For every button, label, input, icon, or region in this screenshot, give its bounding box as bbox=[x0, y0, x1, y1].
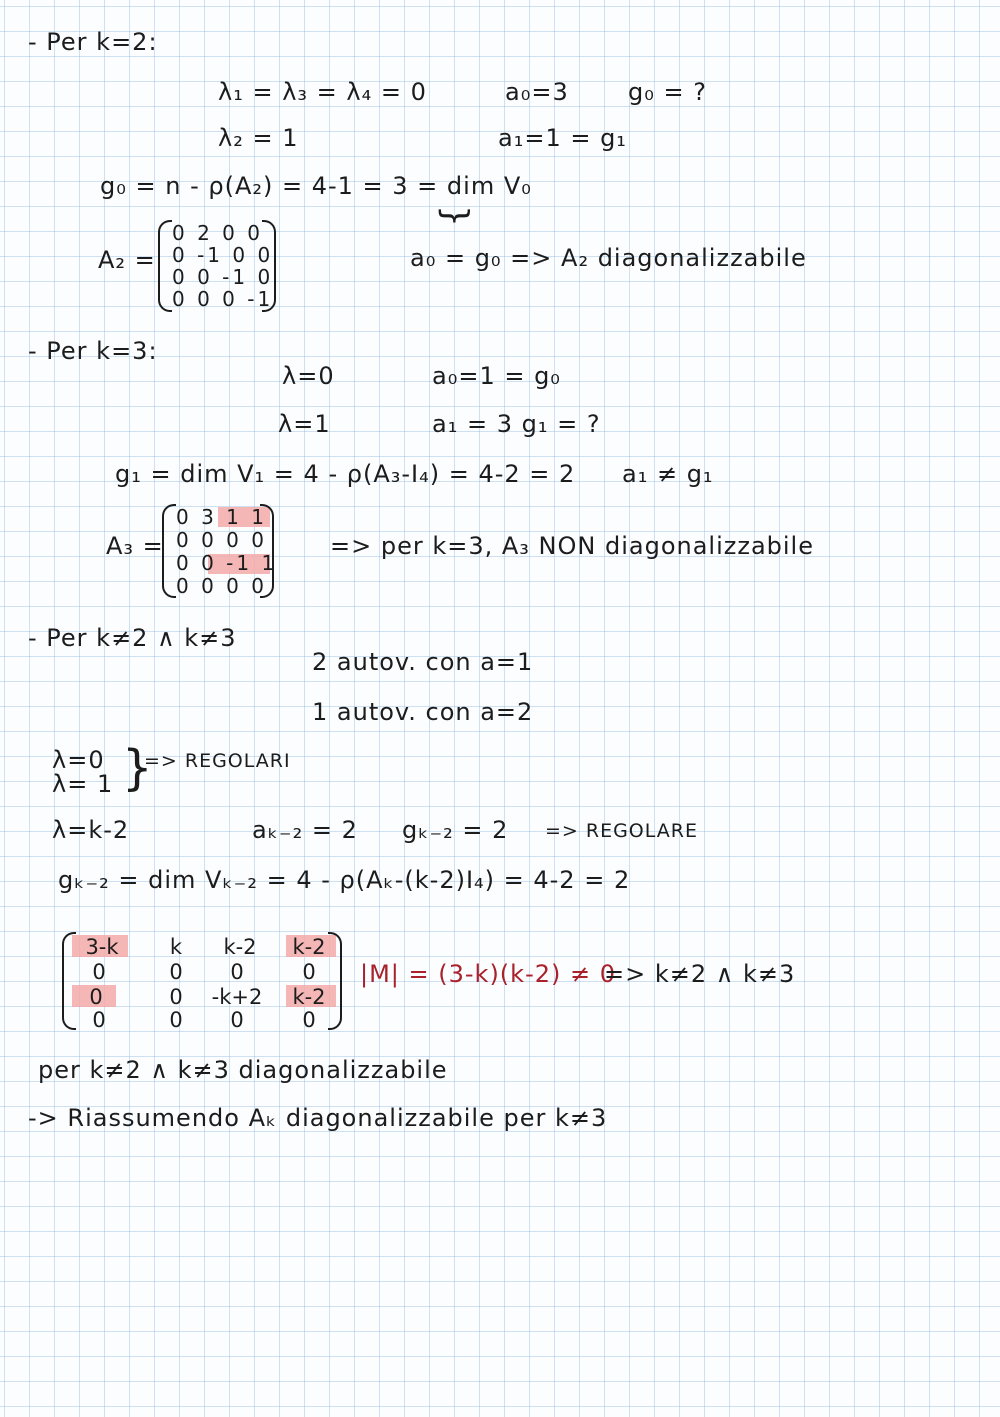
conclusion-general: per k≠2 ∧ k≠3 diagonalizzabile bbox=[38, 1056, 448, 1084]
a1-neq-g1: a₁ ≠ g₁ bbox=[622, 460, 714, 488]
geometric-mult-k-minus-2: gₖ₋₂ = 2 bbox=[402, 816, 509, 844]
matrix-cell: k-2 bbox=[223, 935, 257, 959]
eigenvalue-one-k3: λ=1 bbox=[278, 410, 331, 438]
algebraic-mult-zero-k3: a₀=1 = g₀ bbox=[432, 362, 561, 390]
matrix-cell: 0 bbox=[169, 985, 183, 1009]
matrix-cell: 3-k bbox=[85, 935, 119, 959]
algebraic-mult-one-k3: a₁ = 3 g₁ = ? bbox=[432, 410, 601, 438]
g1-formula: g₁ = dim V₁ = 4 - ρ(A₃-I₄) = 4-2 = 2 bbox=[115, 460, 576, 488]
matrix-cell: 0 bbox=[230, 1008, 244, 1032]
matrix-cell: 0 bbox=[230, 960, 244, 984]
regolari-label: => REGOLARI bbox=[144, 750, 291, 772]
matrix-cell: 0 bbox=[302, 1008, 316, 1032]
matrix-a3-row-4: 0 0 0 0 bbox=[176, 574, 267, 598]
matrix-a3-row-1: 0 3 1 1 bbox=[176, 505, 267, 529]
minor-result: => k≠2 ∧ k≠3 bbox=[604, 960, 796, 988]
heading-k2: - Per k=2: bbox=[28, 28, 158, 56]
eigenvalue-double: 1 autov. con a=2 bbox=[312, 698, 534, 726]
eigenvalue-zero-k3: λ=0 bbox=[282, 362, 335, 390]
conclusion-k2: a₀ = g₀ => A₂ diagonalizzabile bbox=[410, 244, 807, 272]
matrix-cell: 0 bbox=[92, 1008, 106, 1032]
matrix-a3-row-2: 0 0 0 0 bbox=[176, 528, 267, 552]
matrix-cell: 0 bbox=[169, 960, 183, 984]
algebraic-mult-zero-k2: a₀=3 bbox=[505, 78, 569, 106]
matrix-a2-row-3: 0 0 -1 0 bbox=[172, 265, 274, 289]
gk-formula: gₖ₋₂ = dim Vₖ₋₂ = 4 - ρ(Aₖ-(k-2)I₄) = 4-2 = 2 bbox=[58, 866, 631, 894]
regolare-label: => REGOLARE bbox=[545, 820, 698, 842]
matrix-cell: k bbox=[169, 935, 183, 959]
matrix-cell: 0 bbox=[92, 960, 106, 984]
minor-determinant: |M| = (3-k)(k-2) ≠ 0 bbox=[360, 960, 616, 988]
matrix-cell: k-2 bbox=[292, 985, 326, 1009]
matrix-a2-row-1: 0 2 0 0 bbox=[172, 221, 263, 245]
brace-regolari: } bbox=[122, 740, 153, 796]
algebraic-mult-k-minus-2: aₖ₋₂ = 2 bbox=[252, 816, 358, 844]
eigenvalues-simple: 2 autov. con a=1 bbox=[312, 648, 534, 676]
matrix-a2-row-2: 0 -1 0 0 bbox=[172, 243, 274, 267]
matrix-ak bbox=[62, 932, 342, 1030]
matrix-label-a3: A₃ = bbox=[106, 532, 164, 560]
eigenvalue-one-k2: λ₂ = 1 bbox=[218, 124, 299, 152]
matrix-cell: 0 bbox=[169, 1008, 183, 1032]
summary: -> Riassumendo Aₖ diagonalizzabile per k≠3 bbox=[28, 1104, 608, 1132]
heading-general: - Per k≠2 ∧ k≠3 bbox=[28, 624, 237, 652]
eigenvalues-zero-k2: λ₁ = λ₃ = λ₄ = 0 bbox=[218, 78, 427, 106]
matrix-a2-row-4: 0 0 0 -1 bbox=[172, 287, 274, 311]
matrix-cell: 0 bbox=[89, 985, 103, 1009]
matrix-cell: 0 bbox=[302, 960, 316, 984]
matrix-cell: -k+2 bbox=[211, 985, 263, 1009]
algebraic-mult-one-k2: a₁=1 = g₁ bbox=[498, 124, 627, 152]
matrix-label-a2: A₂ = bbox=[98, 246, 156, 274]
brace-down: } bbox=[434, 205, 475, 227]
matrix-a2 bbox=[158, 220, 276, 312]
matrix-a3-row-3: 0 0 -1 1 bbox=[176, 551, 278, 575]
matrix-cell: k-2 bbox=[292, 935, 326, 959]
matrix-a3 bbox=[162, 504, 278, 598]
conclusion-k3: => per k=3, A₃ NON diagonalizzabile bbox=[330, 532, 814, 560]
heading-k3: - Per k=3: bbox=[28, 337, 158, 365]
eigenvalue-k-minus-2: λ=k-2 bbox=[52, 816, 130, 844]
g0-formula: g₀ = n - ρ(A₂) = 4-1 = 3 = dim V₀ bbox=[100, 172, 532, 200]
eigenvalue-zero-general: λ=0 bbox=[52, 746, 105, 774]
geometric-mult-zero-k2: g₀ = ? bbox=[628, 78, 707, 106]
eigenvalue-one-general: λ= 1 bbox=[52, 770, 114, 798]
